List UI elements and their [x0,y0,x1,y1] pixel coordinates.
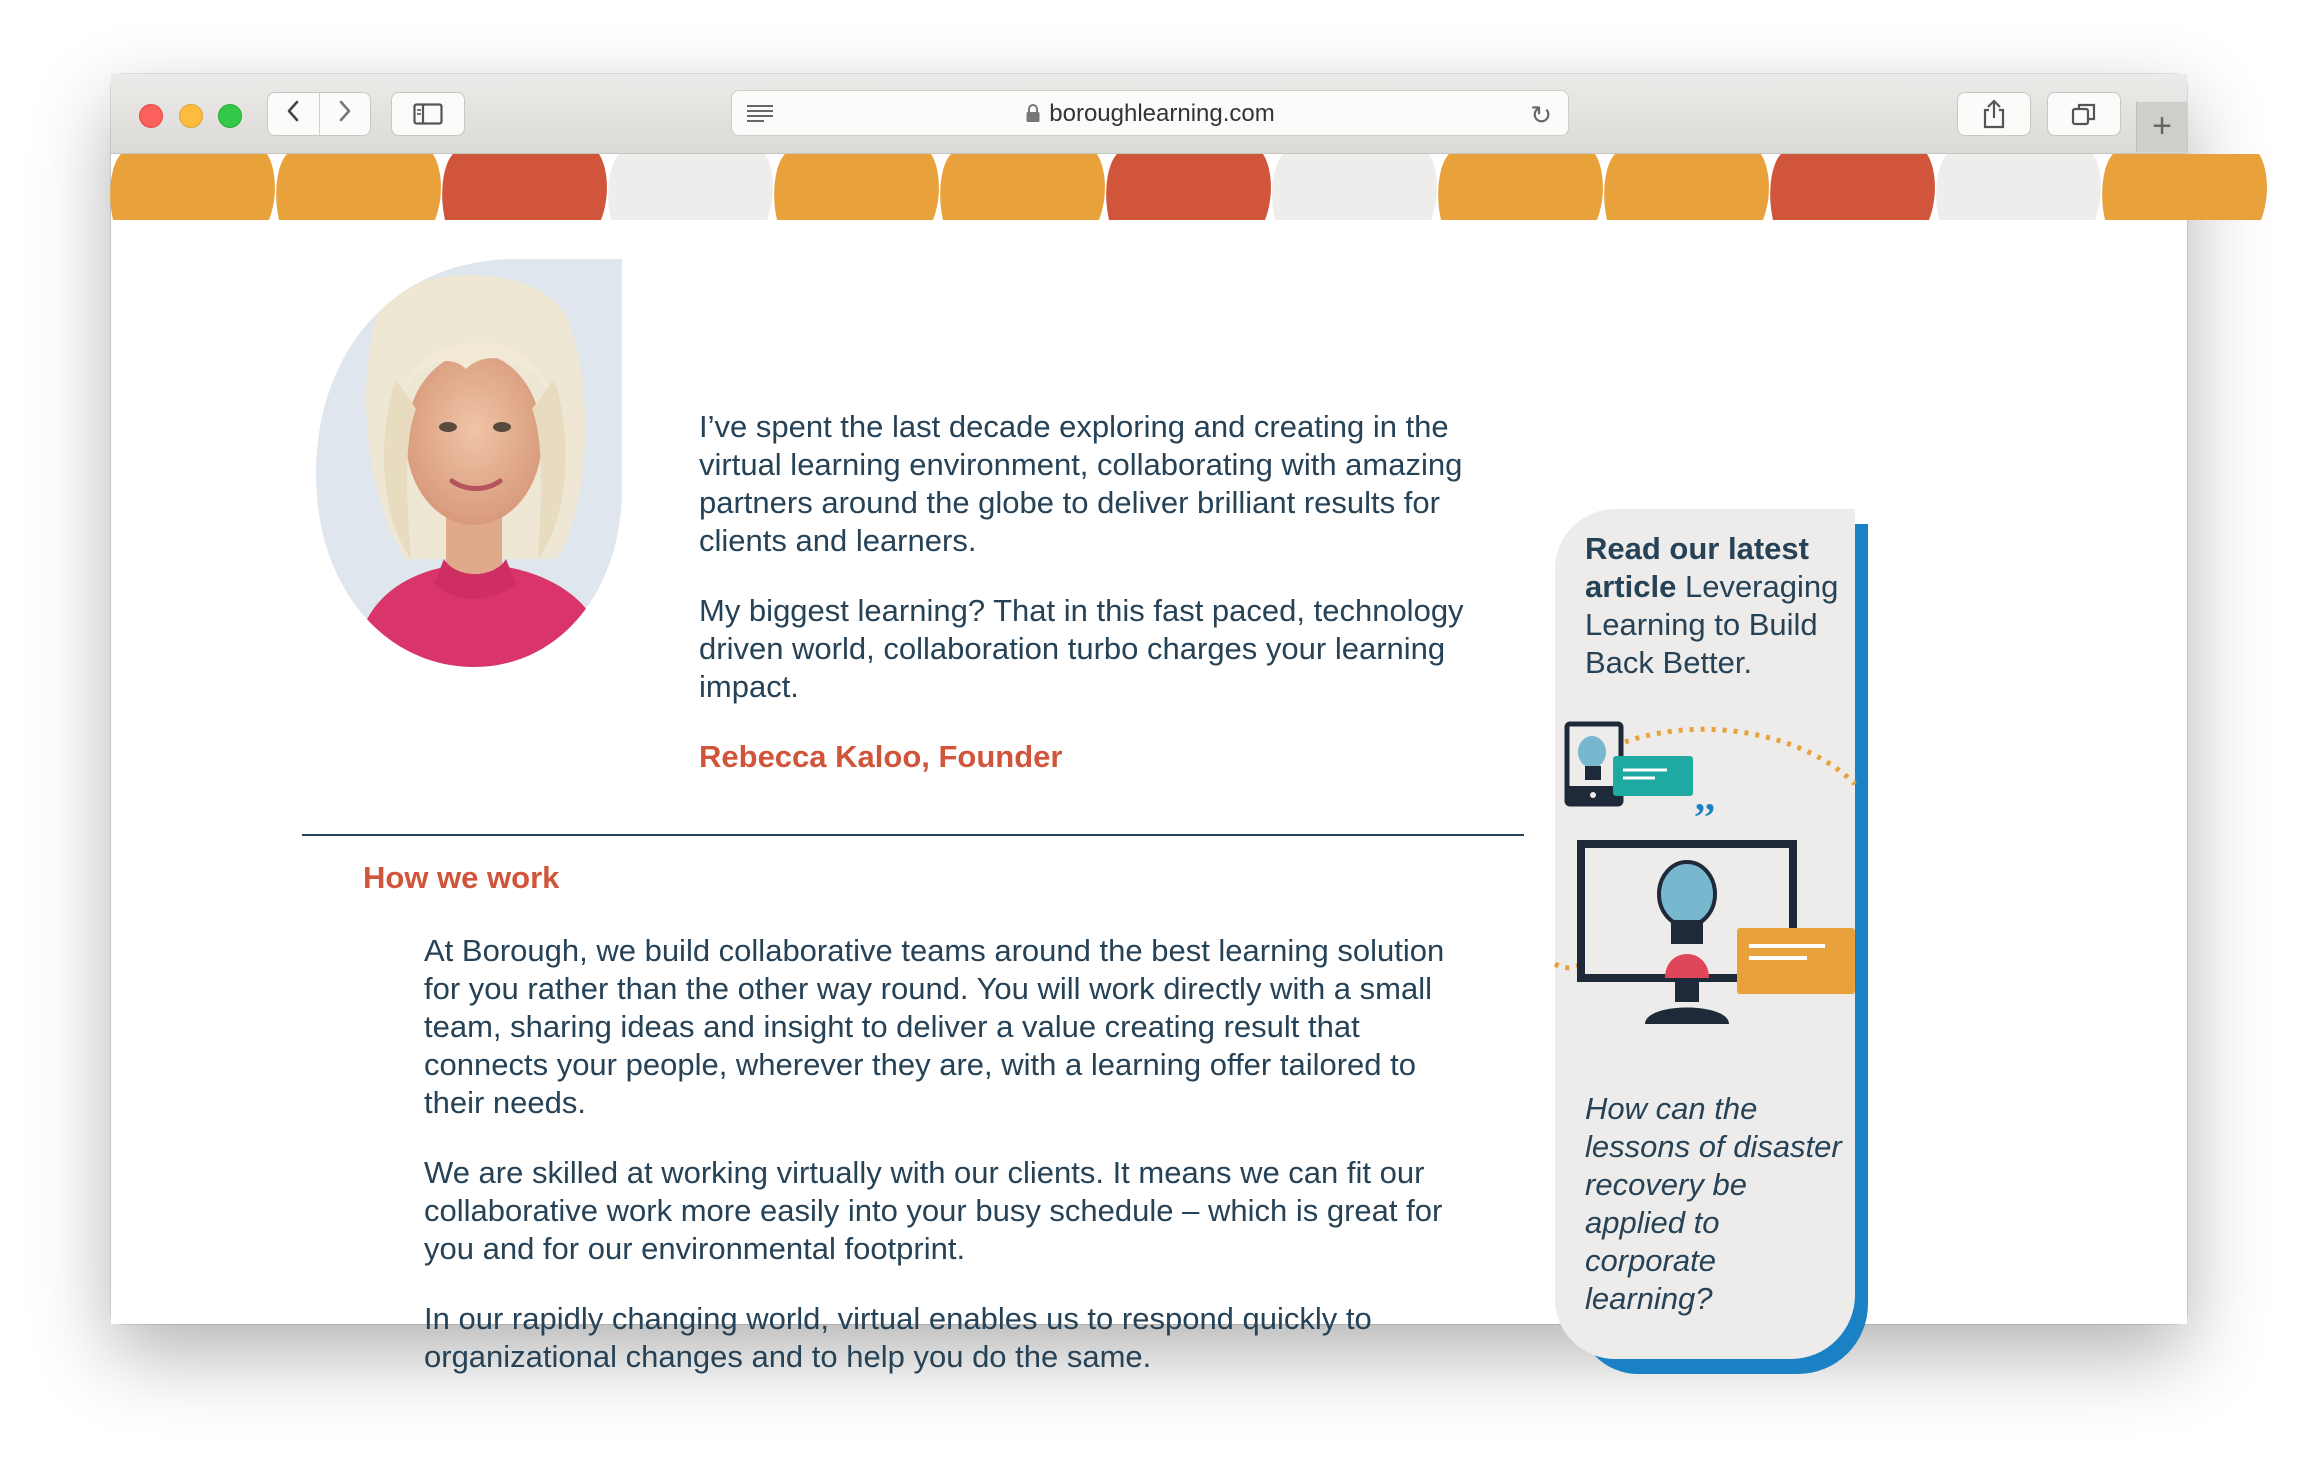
banner-tile [1604,154,1769,220]
quote-paragraph-2: My biggest learning? That in this fast paced, technology driven world, collaboration turbo charges your learning impact. [699,593,1464,704]
browser-window [111,74,2187,1374]
decorative-banner [111,154,2187,220]
founder-quote [699,408,1519,776]
minimize-window-button[interactable] [179,104,203,128]
article-card-lead[interactable] [1585,530,1855,682]
how-we-work-paragraph: At Borough, we build collaborative teams around the best learning solution for you rather than the other way round. You will work directly with a small team, sharing ideas and insight to deliver a value creating result that connects your people, wherever they are, with a learning offer tailored to their needs. [424,933,1445,1120]
banner-tile [1272,154,1437,220]
sidebar-toggle-button[interactable] [391,92,465,136]
quote-author: Rebecca Kaloo, Founder [699,739,1063,774]
quote-paragraph-1: I’ve spent the last decade exploring and creating in the virtual learning environment, collaborating with amazing partners around the globe to deliver brilliant results for clients and learners. [699,409,1463,558]
zoom-window-button[interactable] [218,104,242,128]
url-text: boroughlearning.com [1049,100,1275,127]
banner-tile [276,154,441,220]
banner-tile [110,154,275,220]
reload-icon[interactable]: ↻ [1530,100,1552,130]
forward-button[interactable] [320,93,371,135]
banner-tile [1438,154,1603,220]
article-card-lead-title[interactable]: Leveraging Learning to Build Back Better. [1585,569,1839,680]
founder-photo [316,259,632,667]
address-bar[interactable] [731,90,1569,136]
tab-overview-button[interactable] [2047,92,2121,136]
share-button[interactable] [1957,92,2031,136]
article-card-question: How can the lessons of disaster recovery be applied to corporate learning? [1585,1091,1842,1316]
chevron-right-icon [337,99,353,123]
url-display[interactable] [732,100,1568,128]
banner-tile [940,154,1105,220]
new-tab-button[interactable]: + [2136,102,2187,152]
share-icon [1982,99,2006,129]
lock-icon [1025,103,1041,123]
close-window-button[interactable] [139,104,163,128]
chevron-left-icon [285,99,301,123]
banner-tile [774,154,939,220]
back-button[interactable] [268,93,320,135]
how-we-work-heading: How we work [363,860,560,895]
svg-text:,,: ,, [1695,774,1715,819]
banner-tile [1106,154,1271,220]
banner-tile [608,154,773,220]
back-forward-buttons [267,92,371,136]
how-we-work-paragraph: We are skilled at working virtually with our clients. It means we can fit our collaborative work more easily into your busy schedule – which is great for you and for our environmental footprint. [424,1155,1443,1266]
banner-tile [2102,154,2267,220]
section-divider [302,834,1524,836]
tabs-icon [2071,102,2097,126]
banner-tile [1936,154,2101,220]
page-content [111,154,2187,1374]
banner-tile [442,154,607,220]
banner-tile [1770,154,1935,220]
title-bar [111,74,2187,154]
article-card-lead-bold: Read our latest article [1585,531,1809,604]
how-we-work-body [424,932,1474,1408]
sidebar-icon [413,103,443,125]
virtual-meeting-illustration [1555,714,1855,1064]
how-we-work-paragraph: In our rapidly changing world, virtual enables us to respond quickly to organizational changes and to help you do the same. [424,1301,1372,1374]
